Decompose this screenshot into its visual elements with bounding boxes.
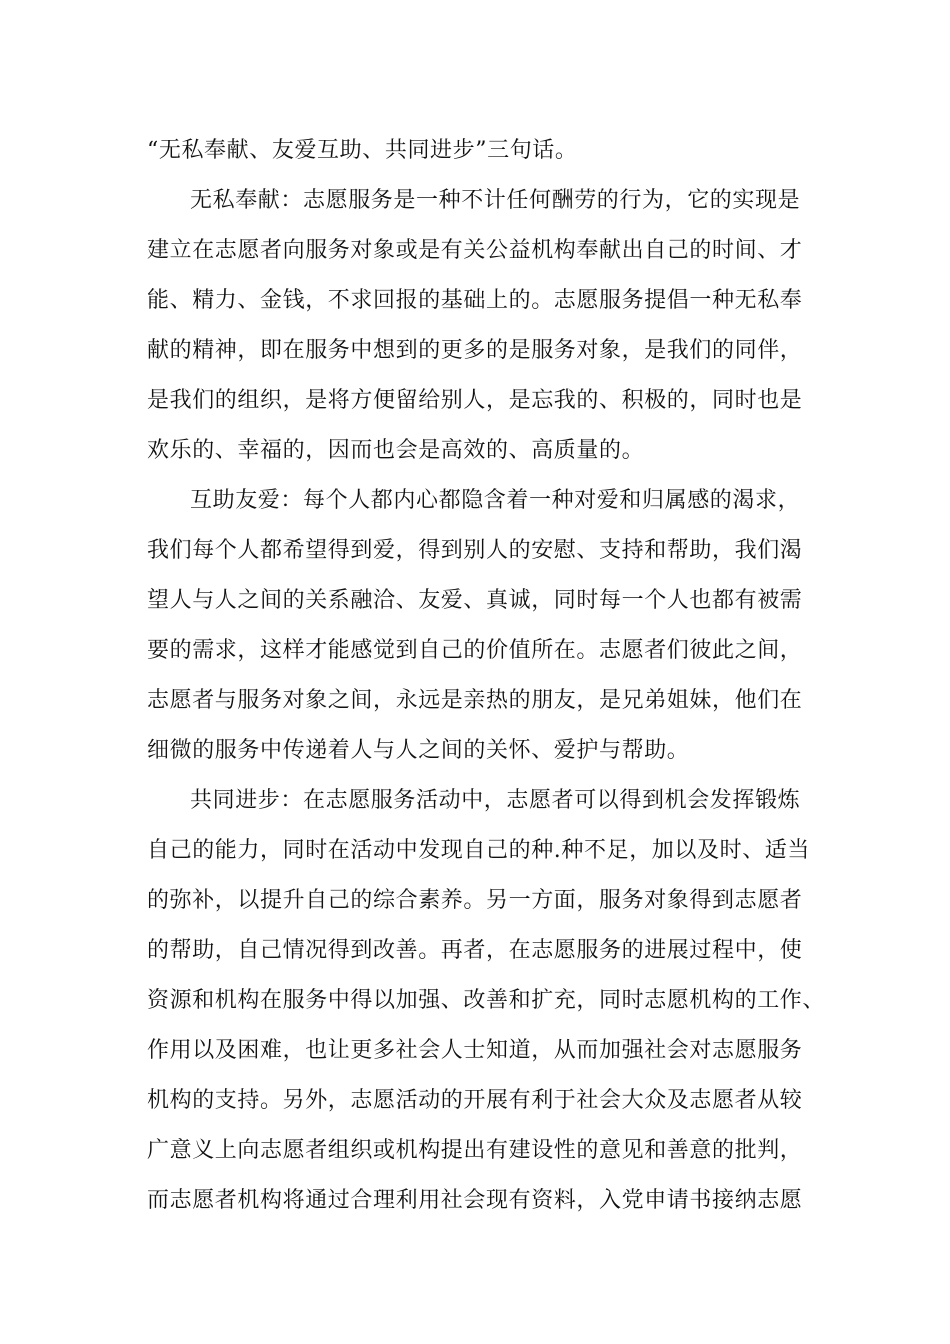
- text-line: 欢乐的、幸福的，因而也会是高效的、高质量的。: [147, 438, 645, 463]
- text-line: 是我们的组织，是将方便留给别人，是忘我的、积极的，同时也是: [147, 388, 803, 413]
- text-line: 建立在志愿者向服务对象或是有关公益机构奉献出自己的时间、才: [147, 238, 803, 263]
- text-line: 我们每个人都希望得到爱，得到别人的安慰、支持和帮助，我们渴: [147, 538, 803, 563]
- text-line: 细微的服务中传递着人与人之间的关怀、爱护与帮助。: [147, 738, 690, 763]
- text-line: 资源和机构在服务中得以加强、改善和扩充，同时志愿机构的工作、: [147, 988, 826, 1013]
- text-line: 而志愿者机构将通过合理利用社会现有资料，入党申请书接纳志愿: [147, 1188, 803, 1213]
- text-line: 机构的支持。另外，志愿活动的开展有利于社会大众及志愿者从较: [147, 1088, 803, 1113]
- text-line: 自己的能力，同时在活动中发现自己的种.种不足，加以及时、适当: [147, 838, 810, 863]
- paragraph-first-line: 共同进步：在志愿服务活动中，志愿者可以得到机会发挥锻炼: [190, 788, 801, 813]
- paragraph-first-line: 互助友爱：每个人都内心都隐含着一种对爱和归属感的渴求，: [190, 488, 801, 513]
- paragraph-first-line: 无私奉献：志愿服务是一种不计任何酬劳的行为，它的实现是: [190, 188, 801, 213]
- text-line: 要的需求，这样才能感觉到自己的价值所在。志愿者们彼此之间，: [147, 638, 803, 663]
- text-line: 作用以及困难，也让更多社会人士知道，从而加强社会对志愿服务: [147, 1038, 803, 1063]
- text-line: “无私奉献、友爱互助、共同进步”三句话。: [147, 138, 578, 163]
- text-line: 广意义上向志愿者组织或机构提出有建设性的意见和善意的批判，: [147, 1138, 803, 1163]
- text-line: 望人与人之间的关系融洽、友爱、真诚，同时每一个人也都有被需: [147, 588, 803, 613]
- text-line: 的帮助，自己情况得到改善。再者，在志愿服务的进展过程中，使: [147, 938, 803, 963]
- text-line: 献的精神，即在服务中想到的更多的是服务对象，是我们的同伴，: [147, 338, 803, 363]
- text-line: 能、精力、金钱，不求回报的基础上的。志愿服务提倡一种无私奉: [147, 288, 803, 313]
- text-line: 的弥补，以提升自己的综合素养。另一方面，服务对象得到志愿者: [147, 888, 803, 913]
- text-line: 志愿者与服务对象之间，永远是亲热的朋友，是兄弟姐妹，他们在: [147, 688, 803, 713]
